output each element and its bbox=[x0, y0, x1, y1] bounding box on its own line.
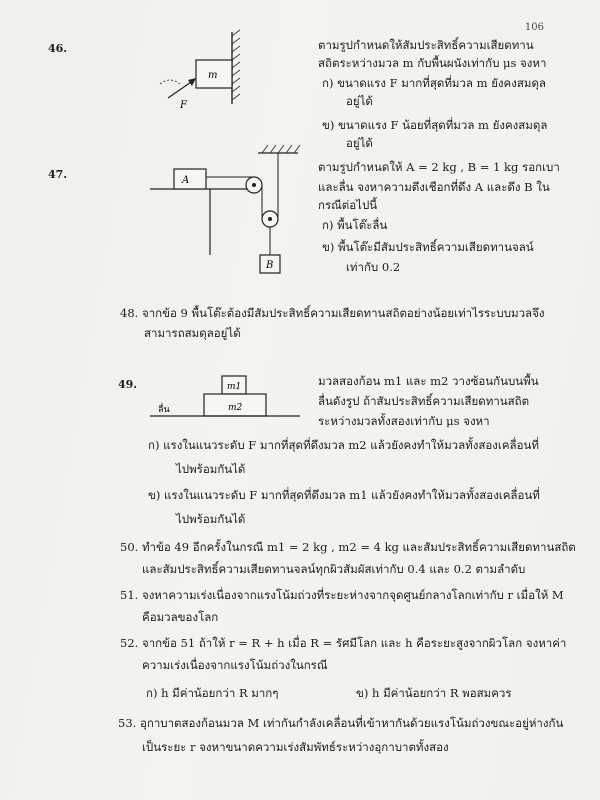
page-number: 106 bbox=[524, 22, 544, 33]
question-48-line1 bbox=[120, 306, 544, 320]
question-49-part-a-cont: ไปพร้อมกันได้ bbox=[176, 462, 246, 476]
mass-m2-label: m2 bbox=[228, 403, 243, 413]
question-51-number: 51. bbox=[120, 588, 139, 602]
question-52-line1 bbox=[120, 636, 566, 650]
question-47-stem-line1: ตามรูปกำหนดให้ A = 2 kg , B = 1 kg รอกเบา bbox=[318, 160, 560, 174]
question-50-text-line1: ทำข้อ 49 อีกครั้งในกรณี m1 = 2 kg , m2 = 4 kg และสัมประสิทธิ์ความเสียดทานสถิต bbox=[141, 540, 576, 554]
question-50-text-line2: และสัมประสิทธิ์ความเสียดทานจลน์ทุกผิวสัมผัสเท่ากับ 0.4 และ 0.2 ตามลำดับ bbox=[142, 562, 526, 576]
question-52-text-line1: จากข้อ 51 ถ้าให้ r = R + h เมื่อ R = รัศมีโลก และ h คือระยะสูงจากผิวโลก จงหาค่า bbox=[141, 636, 567, 650]
question-48-text-line2: สามารถสมดุลอยู่ได้ bbox=[144, 326, 241, 340]
question-46-part-a-cont: อยู่ได้ bbox=[346, 94, 373, 108]
question-51-text-line2: คือมวลของโลก bbox=[142, 610, 219, 624]
question-52-text-line2: ความเร่งเนื่องจากแรงโน้มถ่วงในกรณี bbox=[142, 658, 328, 672]
question-46-stem-line2: สถิตระหว่างมวล m กับพื้นผนังเท่ากับ μs จงหา bbox=[318, 56, 547, 70]
question-46-part-b-cont: อยู่ได้ bbox=[346, 136, 373, 150]
question-47-part-b-cont: เท่ากับ 0.2 bbox=[346, 260, 401, 274]
mass-m-label: m bbox=[208, 70, 218, 81]
question-53-number: 53. bbox=[118, 716, 137, 730]
question-52-part-b: ข) h มีค่าน้อยกว่า R พอสมควร bbox=[356, 686, 512, 700]
question-49-stem-line1: มวลสองก้อน m1 และ m2 วางซ้อนกันบนพื้น bbox=[318, 374, 539, 388]
question-47-number: 47. bbox=[48, 168, 68, 181]
question-52-part-a: ก) h มีค่าน้อยกว่า R มากๆ bbox=[146, 686, 279, 700]
question-46-number: 46. bbox=[48, 42, 68, 55]
question-53-text-line1: อุกาบาตสองก้อนมวล M เท่ากันกำลังเคลื่อนที่เข้าหากันด้วยแรงโน้มถ่วงขณะอยู่ห่างกัน bbox=[139, 716, 564, 730]
question-46-stem-line1: ตามรูปกำหนดให้สัมประสิทธิ์ความเสียดทาน bbox=[318, 38, 534, 52]
block-b-label: B bbox=[266, 260, 274, 271]
question-48-number: 48. bbox=[120, 306, 139, 320]
block-a bbox=[174, 169, 206, 189]
question-47-stem-line2: และลื่น จงหาความตึงเชือกที่ดึง A และดึง B ใน bbox=[318, 180, 550, 194]
question-47-figure bbox=[150, 145, 310, 280]
question-46-figure bbox=[150, 32, 250, 112]
question-46-part-a: ก) ขนาดแรง F มากที่สุดที่มวล m ยังคงสมดุล bbox=[322, 76, 546, 90]
question-49-stem-line2: ลื่นดังรูป ถ้าสัมประสิทธิ์ความเสียดทานสถิต bbox=[318, 394, 530, 408]
question-49-number: 49. bbox=[118, 378, 138, 391]
question-52-number: 52. bbox=[120, 636, 139, 650]
question-49-part-b: ข) แรงในแนวระดับ F มากที่สุดที่ดึงมวล m1 แล้วยังคงทำให้มวลทั้งสองเคลื่อนที่ bbox=[148, 488, 540, 502]
floor-frictionless-label: ลื่น bbox=[158, 405, 170, 415]
question-48-text-line1: จากข้อ 9 พื้นโต๊ะต้องมีสัมประสิทธิ์ความเสียดทานสถิตอย่างน้อยเท่าไรระบบมวลจึง bbox=[141, 306, 545, 320]
question-51-line1 bbox=[120, 588, 564, 602]
force-f-label: F bbox=[180, 100, 187, 111]
question-47-part-a: ก) พื้นโต๊ะลื่น bbox=[322, 218, 388, 232]
question-50-line1 bbox=[120, 540, 576, 554]
question-49-part-b-cont: ไปพร้อมกันได้ bbox=[176, 512, 246, 526]
mass-m1-label: m1 bbox=[227, 382, 242, 392]
question-49-figure bbox=[150, 366, 310, 430]
question-50-number: 50. bbox=[120, 540, 139, 554]
question-49-stem-line3: ระหว่างมวลทั้งสองเท่ากับ μs จงหา bbox=[318, 414, 490, 428]
question-47-stem-line3: กรณีต่อไปนี้ bbox=[318, 198, 378, 212]
question-53-line1 bbox=[118, 716, 563, 730]
question-46-part-b: ข) ขนาดแรง F น้อยที่สุดที่มวล m ยังคงสมดุล bbox=[322, 118, 548, 132]
block-a-label: A bbox=[182, 175, 190, 186]
question-53-text-line2: เป็นระยะ r จงหาขนาดความเร่งสัมพัทธ์ระหว่างอุกาบาตทั้งสอง bbox=[142, 740, 449, 754]
question-47-part-b: ข) พื้นโต๊ะมีสัมประสิทธิ์ความเสียดทานจลน์ bbox=[322, 240, 534, 254]
question-51-text-line1: จงหาความเร่งเนื่องจากแรงโน้มถ่วงที่ระยะห่างจากจุดศูนย์กลางโลกเท่ากับ r เมื่อให้ M bbox=[141, 588, 564, 602]
question-49-part-a: ก) แรงในแนวระดับ F มากที่สุดที่ดึงมวล m2 แล้วยังคงทำให้มวลทั้งสองเคลื่อนที่ bbox=[148, 438, 539, 452]
